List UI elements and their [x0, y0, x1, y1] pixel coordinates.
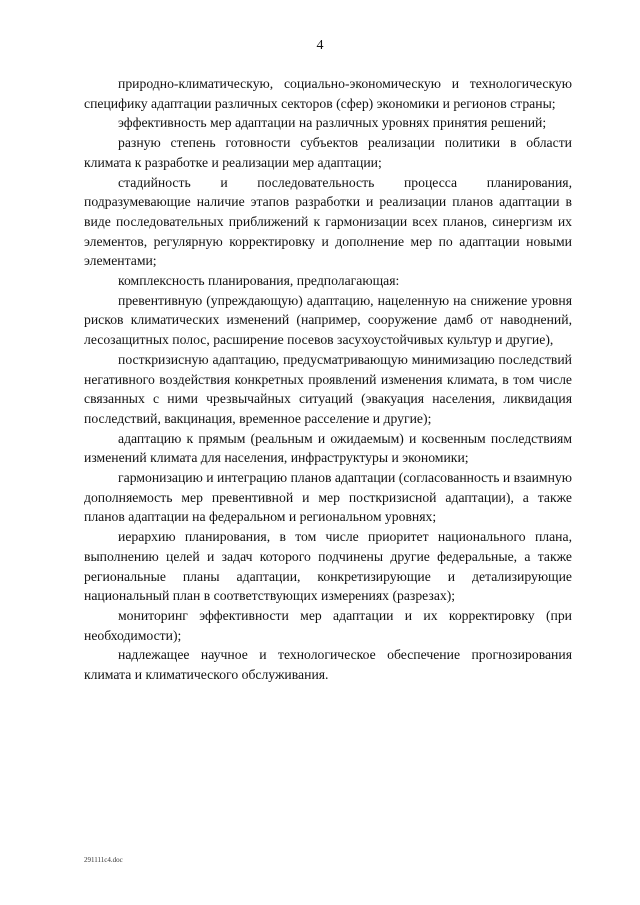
paragraph-2: эффективность мер адаптации на различных уровнях принятия решений; — [118, 115, 547, 131]
page-number: 4 — [316, 38, 324, 53]
paragraph-6: превентивную (упреждающую) адаптацию, нацеленную на снижение уровня рисков климатических изменений (например, сооружение дамб от наводнений, лесозащитных полос, расширение посевов засухоустойчивых культур и другие), — [84, 292, 572, 348]
paragraph-4: стадийность и последовательность процесса планирования, подразумевающие наличие этапов разработки и реализации планов адаптации в виде последовательных приближений к гармонизации всех планов, синергизм их элементов, регулярную корректировку и дополнение мер по адаптации новыми элементами; — [84, 174, 572, 269]
paragraph-9: гармонизацию и интеграцию планов адаптации (согласованность и взаимную дополняемость мер превентивной и мер посткризисной адаптации), а также планов адаптации на федеральном и региональном уровнях; — [84, 470, 572, 525]
paragraph-11: мониторинг эффективности мер адаптации и их корректировку (при необходимости); — [84, 607, 572, 643]
paragraph-12: надлежащее научное и технологическое обеспечение прогнозирования климата и климатического обслуживания. — [84, 647, 572, 683]
paragraph-7: посткризисную адаптацию, предусматривающую минимизацию последствий негативного воздействия конкретных проявлений изменения климата, в том числе связанных с ними чрезвычайных ситуаций (эвакуация населения, ликвидация последствий, вакцинация, временное расселение и другие); — [84, 351, 572, 426]
footer-doc-code: 291111c4.doc — [84, 856, 123, 864]
paragraph-1: природно-климатическую, социально-экономическую и технологическую специфику адаптации различных секторов (сфер) экономики и регионов страны; — [84, 76, 572, 111]
paragraph-3: разную степень готовности субъектов реализации политики в области климата к разработке и реализации мер адаптации; — [84, 135, 572, 170]
paragraph-5: комплексность планирования, предполагающая: — [118, 273, 400, 289]
paragraph-10: иерархию планирования, в том числе приоритет национального плана, выполнению целей и задач которого подчинены другие федеральные, а также региональные планы адаптации, конкретизирующие и детализирующие национальный план в соответствующих измерениях (разрезах); — [84, 529, 572, 604]
paragraph-8: адаптацию к прямым (реальным и ожидаемым) и косвенным последствиям изменений климата для населения, инфраструктуры и экономики; — [84, 430, 572, 466]
document-body — [84, 74, 572, 685]
